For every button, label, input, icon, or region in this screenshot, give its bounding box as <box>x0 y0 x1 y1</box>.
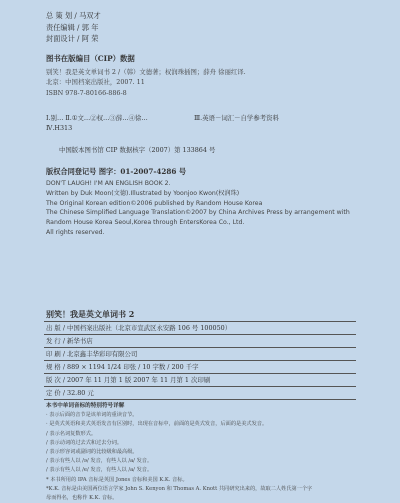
divider <box>44 360 356 361</box>
divider <box>44 373 356 374</box>
cip-title: 图书在版编目（CIP）数据 <box>46 54 135 63</box>
note-line: / 表示形容词或副词的比较级和最高级。 <box>46 449 138 456</box>
note-line: / 表示名词复数形式。 <box>46 430 97 437</box>
divider <box>44 334 356 335</box>
divider <box>44 347 356 348</box>
cip-line: 别笑！我是英文单词书 2 /（韩）文德著；权润珠插图；薛舟 徐丽红译. <box>46 68 246 76</box>
credit-line: 总 策 划 / 马双才 <box>46 11 101 20</box>
note-line: / 表示有些人以 /e/ 发音，有些人以 /a/ 发音。 <box>46 467 153 474</box>
cip-line: ISBN 978-7-80166-886-8 <box>46 88 127 97</box>
divider <box>44 321 356 322</box>
english-line: DON'T LAUGH! I'M AN ENGLISH BOOK 2. <box>46 180 171 187</box>
note-line: 母而得名，也称作 K.K. 音标。 <box>46 495 118 502</box>
cip-class-line2: Ⅳ.H313 <box>46 124 73 133</box>
cip-line: 北京：中国档案出版社，2007. 11 <box>46 78 145 87</box>
note-line: *K.K. 音标是由美国两位语言学家 John S. Kenyon 和 Thomas A. Knott 共同研究出来的，故取二人姓氏第一个字 <box>46 485 313 492</box>
notes-heading: 本书中单词音标的特别符号详解 <box>46 403 125 409</box>
cip-class-right: Ⅲ.英语－词汇－自学参考资料 <box>194 114 279 122</box>
publication-title: 别笑！我是英文单词书 2 <box>46 309 135 319</box>
divider <box>44 399 356 400</box>
pub-row-edition: 版 次 / 2007 年 11 月第 1 版 2007 年 11 月第 1 次印刷 <box>46 376 211 384</box>
pub-row-distributor: 发 行 / 新华书店 <box>46 337 93 345</box>
pub-row-format: 规 格 / 889 × 1194 1/24 印张 / 10 字数 / 200 千字 <box>46 363 199 371</box>
pub-row-printer: 印 刷 / 北京鑫丰华彩印有限公司 <box>46 350 138 358</box>
registration-title: 版权合同登记号 图字：01-2007-4286 号 <box>46 167 187 176</box>
cip-classification <box>46 113 279 134</box>
note-line: · 是英式英语和美式英语发音有区别时，出现在音标中，前面的是英式发音，后面的是美式发音。 <box>46 421 268 428</box>
credit-line: 封面设计 / 阿 荣 <box>46 34 99 44</box>
english-line: Random House Korea Seoul,Korea through EntersKorea Co., Ltd. <box>46 219 245 227</box>
english-line: Written by Duk Moon(文德).Illustrated by Yoonjoo Kwon(权润珠) <box>46 189 240 197</box>
pub-row-publisher: 出 版 / 中国档案出版社（北京市宣武区永安路 106 号 100050） <box>46 324 232 332</box>
english-copyright <box>46 179 350 238</box>
english-line: All rights reserved. <box>46 228 105 236</box>
english-line: The Original Korean edition©2006 published by Random House Korea <box>46 199 263 207</box>
cip-core-number: 中国版本图书馆 CIP 数据核字（2007）第 133864 号 <box>59 146 216 154</box>
note-line: / 表示动词的过去式和过去分词。 <box>46 439 123 446</box>
phonetic-notes <box>46 402 312 503</box>
note-line: / 表示有些人以 /ə/ 发音，有些人以 /a/ 发音。 <box>46 458 153 465</box>
pub-row-price: 定 价 / 32.80 元 <box>46 389 94 397</box>
note-line: * 本书所用的 IPA 音标是英国 Jones 音标和美国 K.K. 音标。 <box>46 476 188 483</box>
credit-line: 责任编辑 / 郭 年 <box>46 22 99 32</box>
cip-class-left: Ⅰ.别… Ⅱ.①文…②权…③薛…④徐… <box>46 114 148 122</box>
divider <box>44 386 356 387</box>
credits-block <box>46 10 101 45</box>
english-line: The Chinese Simplified Language Translation©2007 by China Archives Press by arrangement with <box>46 209 350 217</box>
note-line: · 表示后面的音节是该单词的重读音节。 <box>46 412 138 419</box>
cip-body <box>46 67 246 98</box>
